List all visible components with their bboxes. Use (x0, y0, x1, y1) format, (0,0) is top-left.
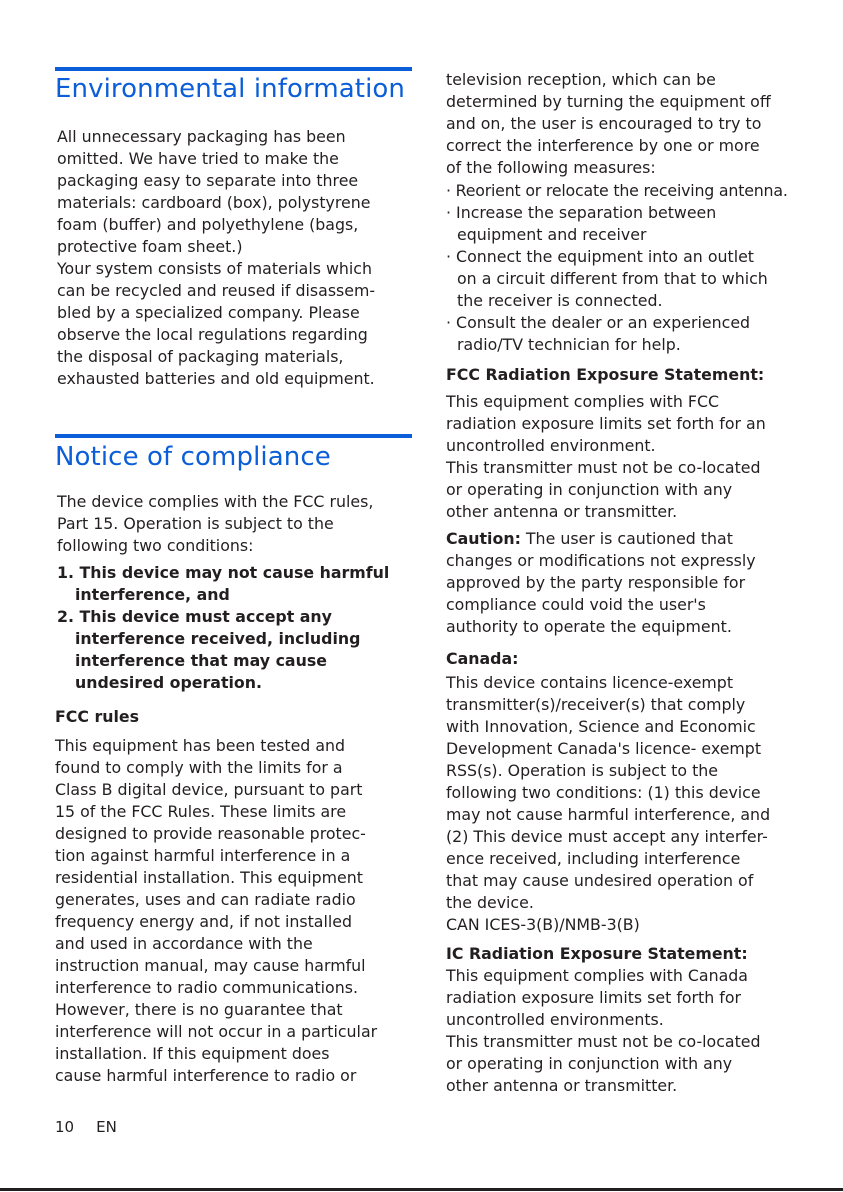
env-heading-rule (55, 67, 412, 71)
text-line: This equipment complies with FCC (446, 392, 720, 411)
text-line: This transmitter must not be co-located (446, 1032, 761, 1051)
text-line: ence received, including interference (446, 849, 741, 868)
ic-radiation-paragraph (446, 965, 761, 1097)
text-line: found to comply with the limits for a (55, 758, 343, 777)
text-line: and used in accordance with the (55, 934, 313, 953)
text-line: with Innovation, Science and Economic (446, 717, 756, 736)
notice-intro (57, 491, 373, 557)
text-line: This transmitter must not be co-located (446, 458, 761, 477)
text-line: CAN ICES-3(B)/NMB-3(B) (446, 915, 640, 934)
caution-label: Caution: (446, 529, 521, 548)
text-line: approved by the party responsible for (446, 573, 746, 592)
list-item: · Reorient or relocate the receiving antenna. (446, 181, 788, 200)
text-line: television reception, which can be (446, 70, 716, 89)
text-line: interference received, including (75, 629, 361, 648)
page-footer (55, 1118, 139, 1136)
condition-2 (57, 606, 360, 694)
notice-heading: Notice of compliance (55, 442, 331, 472)
language-code: EN (96, 1118, 117, 1136)
text-line: the device. (446, 893, 534, 912)
text-line: 15 of the FCC Rules. These limits are (55, 802, 347, 821)
text-line (446, 528, 756, 550)
list-item-continued: equipment and receiver (457, 225, 647, 244)
text-line: RSS(s). Operation is subject to the (446, 761, 718, 780)
text-line: materials: cardboard (box), polystyrene (57, 193, 371, 212)
text-line: and on, the user is encouraged to try to (446, 114, 762, 133)
text-line: generates, uses and can radiate radio (55, 890, 356, 909)
caution-text: The user is cautioned that (520, 529, 733, 548)
text-line: following two conditions: (57, 536, 254, 555)
text-line: following two conditions: (1) this device (446, 783, 761, 802)
text-line: 1. This device may not cause harmful (57, 563, 390, 582)
text-line: uncontrolled environments. (446, 1010, 664, 1029)
text-line: bled by a specialized company. Please (57, 303, 360, 322)
env-paragraph (57, 126, 375, 390)
text-line: tion against harmful interference in a (55, 846, 351, 865)
text-line: undesired operation. (75, 673, 263, 692)
text-line: interference will not occur in a particular (55, 1022, 378, 1041)
text-line: can be recycled and reused if disassem- (57, 281, 376, 300)
text-line: compliance could void the user's (446, 595, 706, 614)
text-line: However, there is no guarantee that (55, 1000, 343, 1019)
text-line: This equipment has been tested and (55, 736, 346, 755)
fcc-rules-paragraph (55, 735, 377, 1087)
text-line: interference, and (75, 585, 230, 604)
text-line: radiation exposure limits set forth for (446, 988, 741, 1007)
text-line: 2. This device must accept any (57, 607, 332, 626)
text-line: designed to provide reasonable protec- (55, 824, 366, 843)
text-line: interference that may cause (75, 651, 327, 670)
text-line: frequency energy and, if not installed (55, 912, 352, 931)
text-line: protective foam sheet.) (57, 237, 243, 256)
text-line: observe the local regulations regarding (57, 325, 368, 344)
list-item-continued: radio/TV technician for help. (457, 335, 681, 354)
text-line: exhausted batteries and old equipment. (57, 369, 375, 388)
text-line: This equipment complies with Canada (446, 966, 748, 985)
continued-paragraph (446, 69, 771, 179)
text-line: instruction manual, may cause harmful (55, 956, 366, 975)
env-heading: Environmental information (55, 74, 405, 104)
text-line: Your system consists of materials which (57, 259, 372, 278)
text-line: other antenna or transmitter. (446, 502, 678, 521)
text-line: the disposal of packaging materials, (57, 347, 344, 366)
text-line: or operating in conjunction with any (446, 480, 733, 499)
measures-list (446, 180, 788, 356)
text-line: uncontrolled environment. (446, 436, 656, 455)
page-number: 10 (55, 1118, 75, 1136)
text-line: or operating in conjunction with any (446, 1054, 733, 1073)
caution-paragraph (446, 528, 756, 638)
text-line: interference to radio communications. (55, 978, 358, 997)
text-line: installation. If this equipment does (55, 1044, 330, 1063)
text-line: The device complies with the FCC rules, (57, 492, 374, 511)
list-item-continued: the receiver is connected. (457, 291, 663, 310)
text-line: (2) This device must accept any interfer- (446, 827, 768, 846)
text-line: All unnecessary packaging has been (57, 127, 346, 146)
text-line: determined by turning the equipment off (446, 92, 771, 111)
list-item: · Increase the separation between (446, 203, 717, 222)
canada-title: Canada: (446, 649, 519, 668)
bottom-edge-line (0, 1188, 843, 1191)
text-line: Development Canada's licence- exempt (446, 739, 762, 758)
notice-heading-rule (55, 434, 412, 438)
text-line: This device contains licence-exempt (446, 673, 734, 692)
canada-paragraph (446, 672, 770, 936)
text-line: cause harmful interference to radio or (55, 1066, 357, 1085)
text-line: radiation exposure limits set forth for an (446, 414, 766, 433)
text-line: of the following measures: (446, 158, 656, 177)
fcc-radiation-paragraph (446, 391, 766, 523)
text-line: authority to operate the equipment. (446, 617, 732, 636)
list-item-continued: on a circuit different from that to which (457, 269, 768, 288)
text-line: foam (buffer) and polyethylene (bags, (57, 215, 359, 234)
text-line: packaging easy to separate into three (57, 171, 359, 190)
fcc-radiation-title: FCC Radiation Exposure Statement: (446, 365, 765, 384)
fcc-rules-title: FCC rules (55, 707, 140, 726)
condition-1 (57, 562, 389, 606)
list-item: · Connect the equipment into an outlet (446, 247, 755, 266)
text-line: that may cause undesired operation of (446, 871, 754, 890)
text-line: may not cause harmful interference, and (446, 805, 771, 824)
text-line: Class B digital device, pursuant to part (55, 780, 363, 799)
text-line: transmitter(s)/receiver(s) that comply (446, 695, 746, 714)
ic-radiation-title: IC Radiation Exposure Statement: (446, 944, 748, 963)
text-line: changes or modifications not expressly (446, 551, 756, 570)
list-item: · Consult the dealer or an experienced (446, 313, 751, 332)
text-line: other antenna or transmitter. (446, 1076, 678, 1095)
text-line: Part 15. Operation is subject to the (57, 514, 334, 533)
text-line: correct the interference by one or more (446, 136, 760, 155)
text-line: residential installation. This equipment (55, 868, 363, 887)
text-line: omitted. We have tried to make the (57, 149, 339, 168)
